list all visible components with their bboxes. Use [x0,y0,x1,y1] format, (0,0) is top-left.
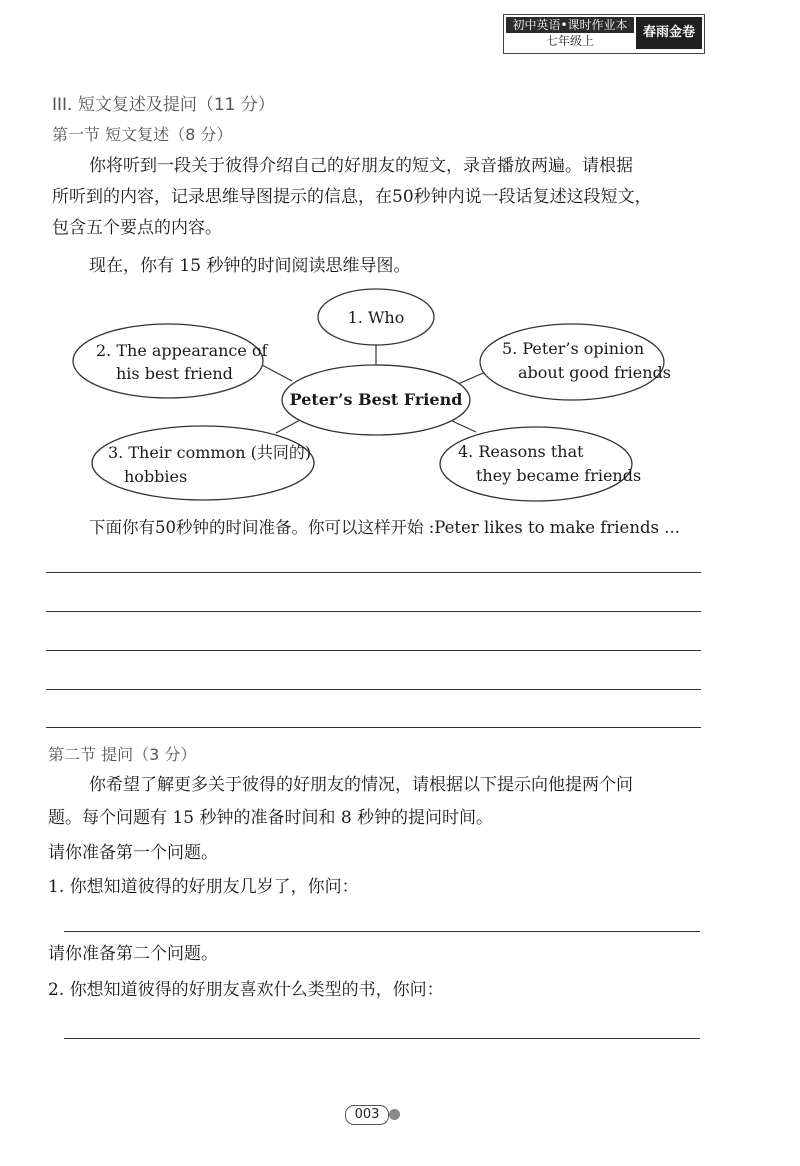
node-reasons-line-2: they became friends [476,466,642,485]
answer-line-4[interactable] [46,689,701,690]
answer-line-1[interactable] [46,572,701,573]
prepare-instruction: 下面你有50秒钟的时间准备。你可以这样开始 :Peter likes to make friends ... [89,518,680,537]
mind-map [0,280,800,510]
connector-4 [450,420,476,432]
node-opinion [480,324,664,400]
node-appearance [73,324,263,398]
brand-logo: 春雨金卷 [636,17,702,49]
node-opinion-line-2: about good friends [518,363,671,382]
node-hobbies-line-2: hobbies [124,467,188,486]
part1-intro-line-1: 你将听到一段关于彼得介绍自己的好朋友的短文，录音播放两遍。请根据 [89,156,633,176]
node-appearance-line-2: his best friend [116,364,233,383]
node-who-label: 1. Who [347,308,405,327]
connector-3 [276,420,300,433]
node-opinion-line-1: 5. Peter’s opinion [502,339,645,358]
question1-answer-line[interactable] [64,931,700,932]
part2-intro-line-2: 题。每个问题有 15 秒钟的准备时间和 8 秒钟的提问时间。 [48,808,494,828]
question2-text: 2. 你想知道彼得的好朋友喜欢什么类型的书，你问： [48,980,444,1000]
grade-label: 七年级上 [545,34,594,48]
node-reasons [440,427,632,501]
question1-prompt: 请你准备第一个问题。 [48,843,218,863]
center-node-label: Peter’s Best Friend [289,390,463,409]
answer-line-3[interactable] [46,650,701,651]
question1-text: 1. 你想知道彼得的好朋友几岁了，你问： [48,877,359,897]
node-hobbies-line-1: 3. Their common (共同的) [108,443,312,462]
node-hobbies [92,426,314,500]
read-time-instruction: 现在，你有 15 秒钟的时间阅读思维导图。 [89,256,411,276]
section-title: III. 短文复述及提问（11 分） [52,95,275,115]
book-series-label: 初中英语•课时作业本 [506,17,634,33]
connector-2 [262,365,292,381]
answer-line-2[interactable] [46,611,701,612]
node-appearance-line-1: 2. The appearance of [96,341,268,360]
question2-answer-line[interactable] [64,1038,700,1039]
part2-title: 第二节 提问（3 分） [48,745,197,764]
page-dot-icon [389,1109,400,1120]
question2-prompt: 请你准备第二个问题。 [48,944,218,964]
node-reasons-line-1: 4. Reasons that [458,442,584,461]
page-number: 003 [345,1105,389,1125]
answer-line-5[interactable] [46,727,701,728]
part1-intro-line-3: 包含五个要点的内容。 [52,218,222,238]
part2-intro-line-1: 你希望了解更多关于彼得的好朋友的情况，请根据以下提示向他提两个问 [89,775,633,795]
part1-intro-line-2: 所听到的内容，记录思维导图提示的信息，在50秒钟内说一段话复述这段短文， [52,187,652,207]
part1-title: 第一节 短文复述（8 分） [52,125,233,144]
